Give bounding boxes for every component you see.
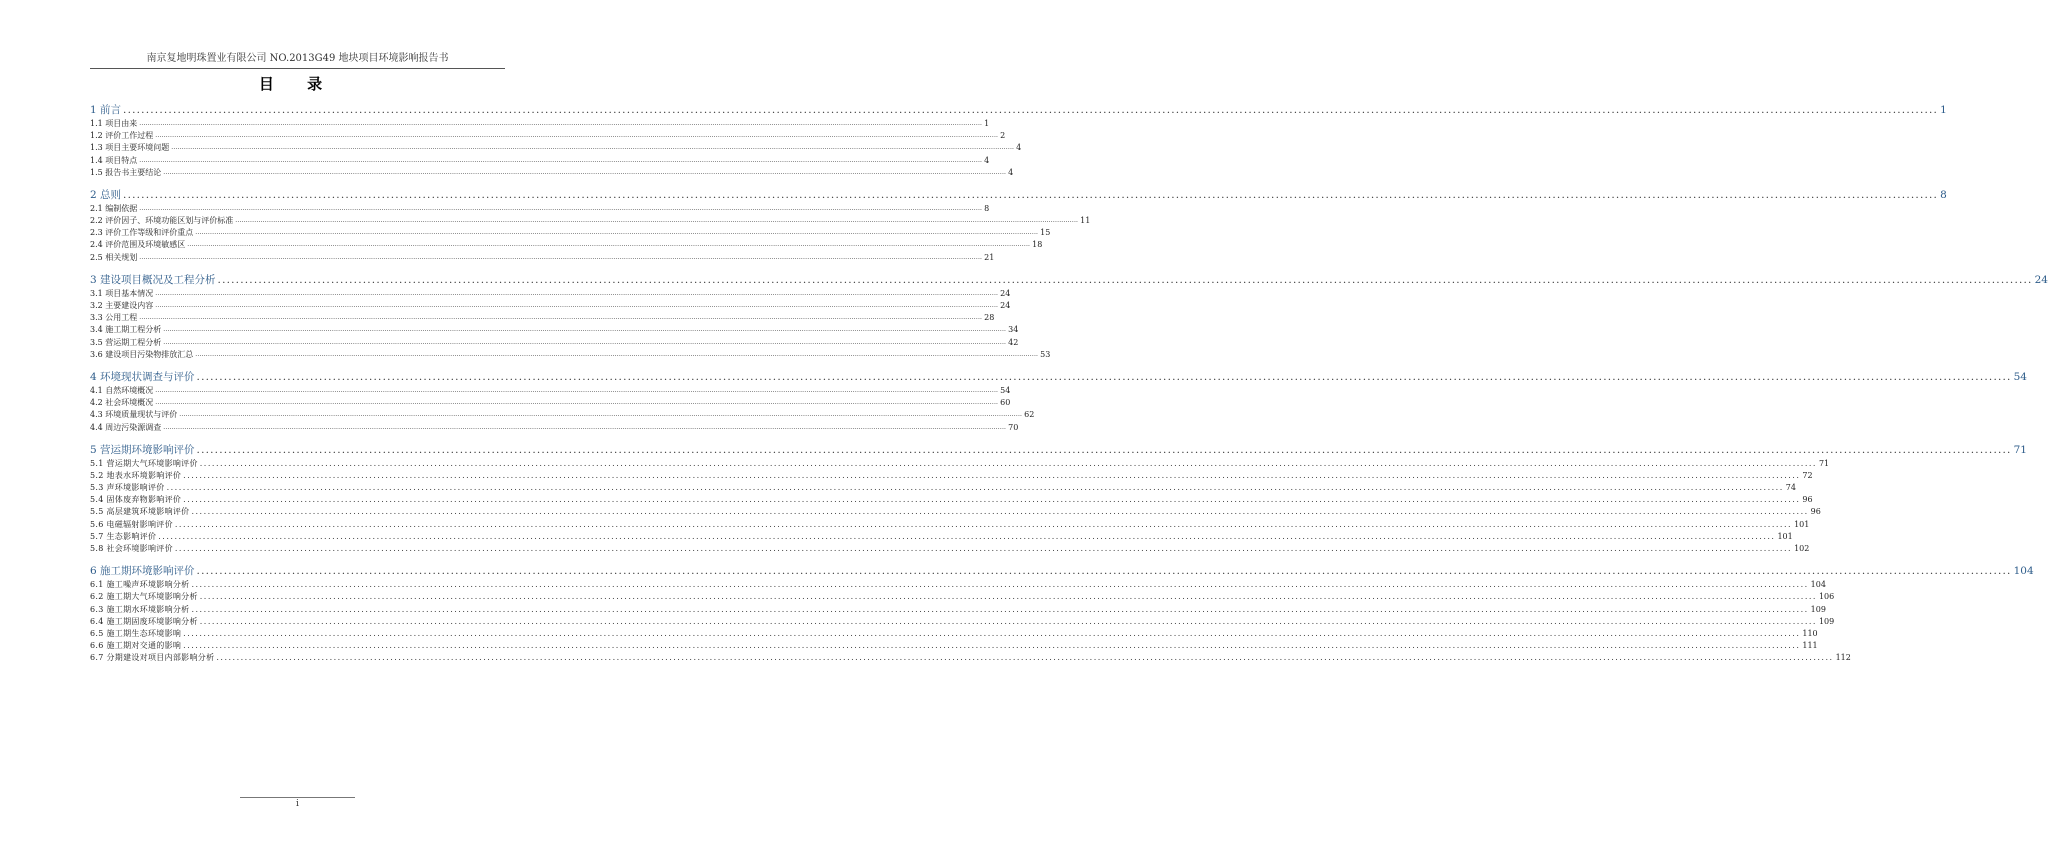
- toc-leader-dots: ................................................................................................................................................................................................................................................................................................................................................................................................................: [191, 604, 1809, 614]
- toc-section-entry[interactable]: [90, 409, 1035, 421]
- toc-leader-dots: ................................................................................................................................................................................................................................................................................................................................................................................................................: [155, 399, 999, 407]
- toc-section-entry[interactable]: [90, 252, 995, 264]
- toc-section-page: 54: [1000, 385, 1011, 395]
- toc-leader-dots: ................................................................................................................................................................................................................................................................................................................................................................................................................: [179, 411, 1023, 419]
- toc-chapter-title: 2 总则: [90, 188, 122, 201]
- toc-leader-dots: ................................................................................................................................................................................................................................................................................................................................................................................................................: [196, 371, 2012, 383]
- toc-chapter-entry[interactable]: [90, 272, 2048, 288]
- toc-section-title: 5.4 固体废弃物影响评价: [90, 495, 182, 505]
- toc-section-title: 6.4 施工期固废环境影响分析: [90, 616, 198, 626]
- toc-chapter: [90, 442, 2027, 556]
- toc-section-title: 5.7 生态影响评价: [90, 531, 157, 541]
- toc-leader-dots: ................................................................................................................................................................................................................................................................................................................................................................................................................: [123, 104, 1939, 116]
- toc-chapter-title: 5 营运期环境影响评价: [90, 443, 195, 456]
- toc-chapter-title: 3 建设项目概况及工程分析: [90, 273, 216, 286]
- toc-section-title: 3.6 建设项目污染物排放汇总: [90, 349, 194, 359]
- toc-section-entry[interactable]: [90, 312, 995, 324]
- toc-section-entry[interactable]: [90, 640, 1818, 652]
- toc-section-title: 3.5 营运期工程分析: [90, 337, 162, 347]
- toc-section-title: 1.5 报告书主要结论: [90, 167, 162, 177]
- toc-leader-dots: ................................................................................................................................................................................................................................................................................................................................................................................................................: [195, 229, 1039, 237]
- toc-chapter-page: 24: [2034, 273, 2048, 286]
- toc-section-entry[interactable]: [90, 240, 1043, 252]
- toc-chapter: [90, 272, 2048, 361]
- toc-section-title: 6.6 施工期对交通的影响: [90, 641, 182, 651]
- toc-leader-dots: ................................................................................................................................................................................................................................................................................................................................................................................................................: [217, 273, 2033, 286]
- toc-section-entry[interactable]: [90, 155, 990, 167]
- toc-leader-dots: ................................................................................................................................................................................................................................................................................................................................................................................................................: [174, 544, 1793, 554]
- toc-section-title: 6.3 施工期水环境影响分析: [90, 604, 190, 614]
- toc-section-title: 6.1 施工噪声环境影响分析: [90, 580, 190, 590]
- toc-section-entry[interactable]: [90, 543, 1810, 555]
- toc-section-title: 4.1 自然环境概况: [90, 385, 154, 395]
- toc-section-page: 111: [1802, 641, 1818, 651]
- toc-chapter-entry[interactable]: [90, 563, 2034, 579]
- toc-section-title: 4.3 环境质量现状与评价: [90, 410, 178, 420]
- toc-leader-dots: ................................................................................................................................................................................................................................................................................................................................................................................................................: [196, 443, 2012, 456]
- toc-section-entry[interactable]: [90, 300, 1011, 312]
- toc-section-entry[interactable]: [90, 591, 1835, 603]
- toc-section-entry[interactable]: [90, 337, 1019, 349]
- toc-leader-dots: ................................................................................................................................................................................................................................................................................................................................................................................................................: [163, 326, 1007, 334]
- toc-section-page: 96: [1810, 507, 1821, 517]
- toc-leader-dots: ................................................................................................................................................................................................................................................................................................................................................................................................................: [155, 289, 999, 297]
- toc-section-title: 5.6 电磁辐射影响评价: [90, 519, 173, 529]
- toc-section-page: 8: [984, 203, 990, 213]
- page-number: i: [296, 799, 299, 809]
- toc-chapter-page: 54: [2013, 371, 2027, 383]
- toc-section-entry[interactable]: [90, 203, 990, 215]
- toc-section-page: 4: [984, 155, 990, 165]
- toc-leader-dots: ................................................................................................................................................................................................................................................................................................................................................................................................................: [166, 483, 1784, 493]
- toc-section-page: 101: [1794, 519, 1810, 529]
- toc-chapter-page: 8: [1940, 188, 1947, 201]
- toc-section-title: 3.4 施工期工程分析: [90, 325, 162, 335]
- toc-section-title: 2.1 编制依据: [90, 203, 138, 213]
- toc-section-page: 11: [1080, 216, 1091, 226]
- toc-section-title: 2.5 相关规划: [90, 252, 138, 262]
- toc-section-title: 1.3 项目主要环境问题: [90, 143, 170, 153]
- toc-section-title: 2.3 评价工作等级和评价重点: [90, 228, 194, 238]
- toc-section-entry[interactable]: [90, 482, 1796, 494]
- toc-leader-dots: ................................................................................................................................................................................................................................................................................................................................................................................................................: [216, 653, 1834, 663]
- toc-leader-dots: ................................................................................................................................................................................................................................................................................................................................................................................................................: [187, 241, 1031, 249]
- toc-section-page: 96: [1802, 495, 1813, 505]
- toc-section-entry[interactable]: [90, 616, 1835, 628]
- toc-section-title: 6.2 施工期大气环境影响分析: [90, 592, 198, 602]
- toc-section-entry[interactable]: [90, 349, 1051, 361]
- toc-section-title: 4.2 社会环境概况: [90, 398, 154, 408]
- footer-divider: [240, 797, 355, 798]
- toc-leader-dots: ................................................................................................................................................................................................................................................................................................................................................................................................................: [139, 314, 983, 322]
- toc-section-title: 5.8 社会环境影响评价: [90, 544, 173, 554]
- toc-section-page: 2: [1000, 131, 1006, 141]
- toc-section-title: 5.1 营运期大气环境影响评价: [90, 458, 198, 468]
- toc-leader-dots: ................................................................................................................................................................................................................................................................................................................................................................................................................: [195, 350, 1039, 358]
- toc-section-entry[interactable]: [90, 519, 1810, 531]
- toc-title: 目 录: [258, 75, 337, 93]
- toc-section-page: 60: [1000, 398, 1011, 408]
- toc-section-title: 1.4 项目特点: [90, 155, 138, 165]
- toc-leader-dots: ................................................................................................................................................................................................................................................................................................................................................................................................................: [163, 168, 1007, 176]
- toc-leader-dots: ................................................................................................................................................................................................................................................................................................................................................................................................................: [191, 580, 1809, 590]
- toc-section-entry[interactable]: [90, 288, 1011, 300]
- toc-section-entry[interactable]: [90, 227, 1051, 239]
- toc-section-page: 15: [1040, 228, 1051, 238]
- toc-section-page: 4: [1008, 167, 1014, 177]
- toc-leader-dots: ................................................................................................................................................................................................................................................................................................................................................................................................................: [199, 616, 1817, 626]
- toc-section-entry[interactable]: [90, 167, 1014, 179]
- toc-section-title: 1.1 项目由来: [90, 118, 138, 128]
- toc-section-page: 24: [1000, 288, 1011, 298]
- toc-section-title: 5.3 声环境影响评价: [90, 483, 165, 493]
- toc-leader-dots: ................................................................................................................................................................................................................................................................................................................................................................................................................: [163, 423, 1007, 431]
- toc-section-page: 4: [1016, 143, 1022, 153]
- toc-leader-dots: ................................................................................................................................................................................................................................................................................................................................................................................................................: [123, 188, 1939, 201]
- toc-leader-dots: ................................................................................................................................................................................................................................................................................................................................................................................................................: [174, 519, 1793, 529]
- toc-section-entry[interactable]: [90, 494, 1813, 506]
- toc-section-entry[interactable]: [90, 470, 1813, 482]
- toc-leader-dots: ................................................................................................................................................................................................................................................................................................................................................................................................................: [183, 628, 1801, 638]
- toc-leader-dots: ................................................................................................................................................................................................................................................................................................................................................................................................................: [139, 119, 983, 127]
- toc-leader-dots: ................................................................................................................................................................................................................................................................................................................................................................................................................: [199, 592, 1817, 602]
- toc-section-page: 21: [984, 252, 995, 262]
- toc-section-page: 72: [1802, 470, 1813, 480]
- toc-leader-dots: ................................................................................................................................................................................................................................................................................................................................................................................................................: [171, 144, 1015, 152]
- toc-leader-dots: ................................................................................................................................................................................................................................................................................................................................................................................................................: [196, 565, 2012, 578]
- toc-section-page: 42: [1008, 337, 1019, 347]
- toc-chapter-title: 4 环境现状调查与评价: [90, 371, 195, 383]
- toc-chapter: [90, 187, 1947, 264]
- toc-section-title: 5.2 地表水环境影响评价: [90, 470, 182, 480]
- toc-section-page: 106: [1818, 592, 1835, 602]
- table-of-contents: [90, 98, 2048, 665]
- toc-section-entry[interactable]: [90, 579, 1826, 591]
- toc-leader-dots: ................................................................................................................................................................................................................................................................................................................................................................................................................: [199, 458, 1817, 468]
- toc-section-page: 110: [1802, 628, 1818, 638]
- toc-section-page: 109: [1810, 604, 1826, 614]
- toc-section-page: 101: [1777, 531, 1793, 541]
- toc-section-page: 24: [1000, 301, 1011, 311]
- toc-leader-dots: ................................................................................................................................................................................................................................................................................................................................................................................................................: [183, 470, 1801, 480]
- toc-section-entry[interactable]: [90, 458, 1830, 470]
- toc-section-entry[interactable]: [90, 531, 1793, 543]
- toc-section-page: 1: [984, 118, 990, 128]
- toc-chapter-entry[interactable]: [90, 187, 1947, 203]
- toc-leader-dots: ................................................................................................................................................................................................................................................................................................................................................................................................................: [158, 531, 1776, 541]
- toc-section-entry[interactable]: [90, 652, 1851, 664]
- toc-section-page: 53: [1040, 349, 1051, 359]
- toc-section-title: 3.1 项目基本情况: [90, 288, 154, 298]
- toc-section-title: 6.5 施工期生态环境影响: [90, 628, 182, 638]
- toc-chapter: [90, 563, 2034, 664]
- toc-chapter: [90, 102, 1947, 179]
- toc-section-page: 112: [1835, 653, 1851, 663]
- toc-section-page: 70: [1008, 422, 1019, 432]
- toc-section-entry[interactable]: [90, 130, 1006, 142]
- toc-section-title: 3.3 公用工程: [90, 313, 138, 323]
- toc-section-entry[interactable]: [90, 324, 1019, 336]
- toc-chapter-title: 1 前言: [90, 104, 122, 116]
- toc-section-title: 1.2 评价工作过程: [90, 131, 154, 141]
- toc-section-page: 28: [984, 313, 995, 323]
- toc-leader-dots: ................................................................................................................................................................................................................................................................................................................................................................................................................: [139, 156, 983, 164]
- toc-leader-dots: ................................................................................................................................................................................................................................................................................................................................................................................................................: [163, 338, 1007, 346]
- toc-section-title: 2.2 评价因子、环境功能区划与评价标准: [90, 216, 234, 226]
- toc-section-page: 18: [1032, 240, 1043, 250]
- toc-section-page: 62: [1024, 410, 1035, 420]
- toc-leader-dots: ................................................................................................................................................................................................................................................................................................................................................................................................................: [183, 495, 1801, 505]
- toc-section-page: 102: [1794, 544, 1810, 554]
- toc-section-entry[interactable]: [90, 397, 1011, 409]
- toc-leader-dots: ................................................................................................................................................................................................................................................................................................................................................................................................................: [155, 132, 999, 140]
- toc-section-page: 71: [1818, 458, 1830, 468]
- toc-section-title: 2.4 评价范围及环境敏感区: [90, 240, 186, 250]
- toc-leader-dots: ................................................................................................................................................................................................................................................................................................................................................................................................................: [155, 302, 999, 310]
- toc-section-entry[interactable]: [90, 422, 1019, 434]
- toc-leader-dots: ................................................................................................................................................................................................................................................................................................................................................................................................................: [139, 253, 983, 261]
- toc-section-title: 4.4 周边污染源调查: [90, 422, 162, 432]
- toc-chapter-page: 71: [2013, 443, 2027, 456]
- toc-section-entry[interactable]: [90, 507, 1821, 519]
- toc-section-title: 3.2 主要建设内容: [90, 301, 154, 311]
- toc-chapter: [90, 369, 2027, 434]
- header-divider: [90, 68, 505, 69]
- page-header: 南京复地明珠置业有限公司 NO.2013G49 地块项目环境影响报告书: [146, 53, 449, 64]
- toc-leader-dots: ................................................................................................................................................................................................................................................................................................................................................................................................................: [191, 507, 1809, 517]
- toc-leader-dots: ................................................................................................................................................................................................................................................................................................................................................................................................................: [183, 641, 1801, 651]
- toc-section-entry[interactable]: [90, 385, 1011, 397]
- toc-section-page: 109: [1818, 616, 1835, 626]
- toc-section-title: 5.5 高层建筑环境影响评价: [90, 507, 190, 517]
- toc-section-entry[interactable]: [90, 118, 990, 130]
- toc-section-entry[interactable]: [90, 628, 1818, 640]
- toc-section-entry[interactable]: [90, 215, 1091, 227]
- toc-leader-dots: ................................................................................................................................................................................................................................................................................................................................................................................................................: [155, 386, 999, 394]
- toc-chapter-page: 1: [1940, 104, 1947, 116]
- toc-leader-dots: ................................................................................................................................................................................................................................................................................................................................................................................................................: [139, 204, 983, 212]
- toc-chapter-entry[interactable]: [90, 442, 2027, 458]
- toc-chapter-entry[interactable]: [90, 102, 1947, 118]
- toc-section-entry[interactable]: [90, 604, 1826, 616]
- toc-section-entry[interactable]: [90, 142, 1022, 154]
- toc-section-title: 6.7 分期建设对项目内部影响分析: [90, 653, 215, 663]
- toc-chapter-page: 104: [2013, 565, 2034, 578]
- toc-chapter-entry[interactable]: [90, 369, 2027, 385]
- toc-section-page: 104: [1810, 580, 1826, 590]
- toc-chapter-title: 6 施工期环境影响评价: [90, 565, 195, 578]
- toc-section-page: 74: [1785, 483, 1796, 493]
- toc-section-page: 34: [1008, 325, 1019, 335]
- toc-leader-dots: ................................................................................................................................................................................................................................................................................................................................................................................................................: [235, 217, 1079, 225]
